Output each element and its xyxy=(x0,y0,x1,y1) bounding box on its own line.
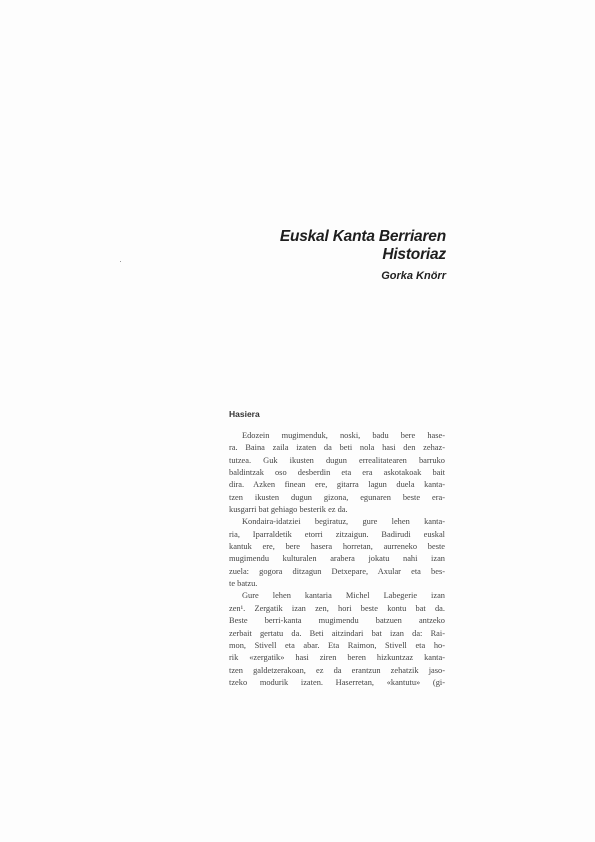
body-line: zen¹. Zergatik izan zen, hori beste kontu bat da. xyxy=(229,603,445,613)
body-line: Beste berri-kanta mugimendu batzuen antzeko xyxy=(229,616,445,626)
body-line: tzeko modurik izaten. Haserretan, «kantutu» (gi- xyxy=(229,677,445,687)
body-line: baldintzak oso desberdin eta era askotakoak bait xyxy=(229,468,445,478)
body-line: te batzu. xyxy=(229,579,258,589)
body-line: tzen ikusten dugun gizona, egunaren beste era- xyxy=(229,492,445,502)
body-line: Kondaira-idatziei begiratuz, gure lehen kanta- xyxy=(242,517,445,527)
body-line: rik «zergatik» hasi ziren beren hizkuntzaz kanta- xyxy=(229,653,445,663)
body-line: kusgarri bat gehiago besterik ez da. xyxy=(229,505,348,515)
article-author: Gorka Knörr xyxy=(381,270,446,282)
body-line: tutzea. Guk ikusten dugun errealitatearen barruko xyxy=(229,455,445,465)
article-title: Euskal Kanta Berriaren Historiaz xyxy=(279,228,446,263)
body-line: ria, Iparraldetik etorri zitzaigun. Badirudi euskal xyxy=(229,529,445,539)
body-line: tzen galdetzerakoan, ez da erantzun zehatzik jaso- xyxy=(229,665,445,675)
body-line: Gure lehen kantaria Michel Labegerie izan xyxy=(242,591,445,601)
scan-speck xyxy=(120,261,121,262)
body-line: zerbait gertatu da. Beti aitzindari bat izan da: Rai- xyxy=(229,628,445,638)
body-line: Edozein mugimenduk, noski, badu bere hase- xyxy=(242,431,445,440)
body-line: mon, Stivell eta abar. Eta Raimon, Stivell eta ho- xyxy=(229,640,445,650)
body-line: dira. Azken finean ere, gitarra lagun duela kanta- xyxy=(229,480,445,490)
body-line: zuela: gogora ditzagun Detxepare, Axular eta bes- xyxy=(229,566,445,576)
article-body xyxy=(229,430,445,689)
body-line: kantuk ere, bere hasera horretan, aurreneko beste xyxy=(229,542,445,552)
body-line: mugimendu kulturalen arabera jokatu nahi izan xyxy=(229,554,445,564)
body-line: ra. Baina zaila izaten da beti nola hasi den zehaz- xyxy=(229,443,445,453)
section-heading: Hasiera xyxy=(229,409,260,419)
